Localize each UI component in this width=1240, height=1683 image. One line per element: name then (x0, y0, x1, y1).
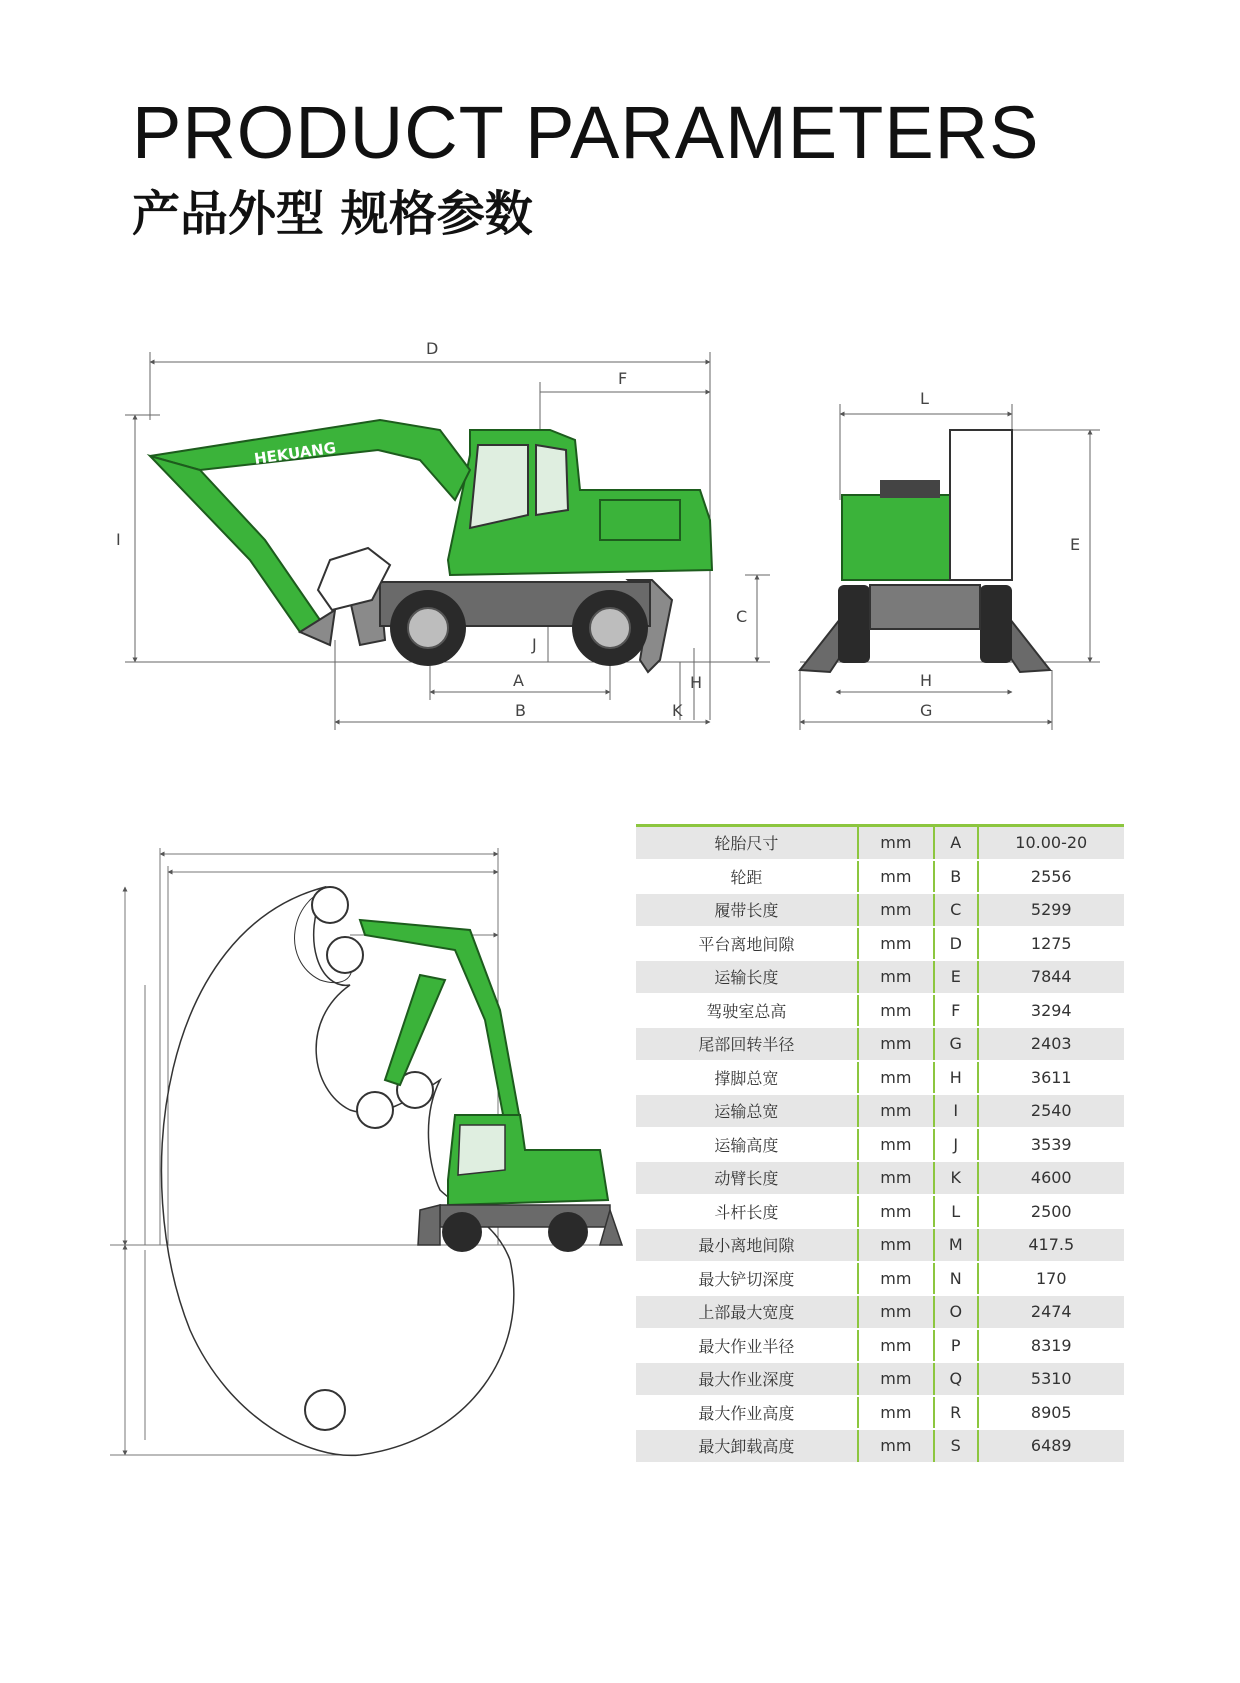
spec-row (636, 1027, 1124, 1061)
spec-code: E (934, 960, 978, 994)
spec-row (636, 1295, 1124, 1329)
spec-code: L (934, 1195, 978, 1229)
dim-label-b: B (515, 701, 526, 720)
spec-unit: mm (858, 1061, 934, 1095)
spec-name: 平台离地间隙 (636, 927, 858, 961)
spec-unit: mm (858, 1195, 934, 1229)
dim-label-e: E (1070, 535, 1081, 554)
spec-name: 最大作业高度 (636, 1396, 858, 1430)
spec-code: N (934, 1262, 978, 1296)
spec-name: 履带长度 (636, 893, 858, 927)
spec-code: K (934, 1161, 978, 1195)
spec-name: 最大作业半径 (636, 1329, 858, 1363)
spec-name: 动臂长度 (636, 1161, 858, 1195)
page-title-english: PRODUCT PARAMETERS (132, 91, 1040, 174)
dim-label-h-side: H (690, 673, 703, 692)
spec-row (636, 1094, 1124, 1128)
spec-code: R (934, 1396, 978, 1430)
spec-name: 轮距 (636, 860, 858, 894)
spec-name: 斗杆长度 (636, 1195, 858, 1229)
dim-label-g: G (920, 701, 933, 720)
spec-row (636, 826, 1124, 860)
spec-code: C (934, 893, 978, 927)
brand-text: HEKUANG (253, 438, 338, 468)
spec-value: 6489 (978, 1429, 1124, 1463)
spec-row (636, 994, 1124, 1028)
spec-name: 尾部回转半径 (636, 1027, 858, 1061)
spec-unit: mm (858, 960, 934, 994)
spec-unit: mm (858, 1228, 934, 1262)
spec-unit: mm (858, 1396, 934, 1430)
side-view-drawing (116, 339, 770, 730)
spec-unit: mm (858, 1329, 934, 1363)
dim-label-i: I (116, 530, 121, 549)
spec-code: G (934, 1027, 978, 1061)
spec-code: P (934, 1329, 978, 1363)
spec-table (636, 824, 1124, 1464)
dim-label-h: H (920, 671, 933, 690)
spec-name: 运输长度 (636, 960, 858, 994)
spec-value: 8319 (978, 1329, 1124, 1363)
dim-label-j: J (532, 635, 537, 654)
spec-unit: mm (858, 1094, 934, 1128)
spec-code: M (934, 1228, 978, 1262)
spec-code: J (934, 1128, 978, 1162)
spec-value: 5299 (978, 893, 1124, 927)
spec-value: 2500 (978, 1195, 1124, 1229)
spec-code: H (934, 1061, 978, 1095)
spec-name: 运输高度 (636, 1128, 858, 1162)
spec-value: 4600 (978, 1161, 1124, 1195)
spec-row (636, 927, 1124, 961)
spec-unit: mm (858, 994, 934, 1028)
spec-unit: mm (858, 1295, 934, 1329)
spec-value: 3539 (978, 1128, 1124, 1162)
spec-code: S (934, 1429, 978, 1463)
spec-value: 417.5 (978, 1228, 1124, 1262)
spec-row (636, 1061, 1124, 1095)
spec-value: 1275 (978, 927, 1124, 961)
spec-row (636, 1128, 1124, 1162)
spec-unit: mm (858, 1429, 934, 1463)
spec-name: 最大作业深度 (636, 1362, 858, 1396)
dim-label-k: K (672, 701, 683, 720)
spec-code: D (934, 927, 978, 961)
spec-code: A (934, 826, 978, 860)
spec-code: I (934, 1094, 978, 1128)
spec-code: Q (934, 1362, 978, 1396)
spec-row (636, 1429, 1124, 1463)
spec-value: 8905 (978, 1396, 1124, 1430)
spec-name: 轮胎尺寸 (636, 826, 858, 860)
spec-unit: mm (858, 1128, 934, 1162)
working-range-drawing (110, 848, 622, 1455)
spec-name: 驾驶室总高 (636, 994, 858, 1028)
spec-value: 170 (978, 1262, 1124, 1296)
spec-name: 最小离地间隙 (636, 1228, 858, 1262)
spec-value: 3611 (978, 1061, 1124, 1095)
spec-name: 最大卸载高度 (636, 1429, 858, 1463)
spec-row (636, 1329, 1124, 1363)
dim-label-c: C (736, 607, 748, 626)
spec-row (636, 1396, 1124, 1430)
spec-value: 7844 (978, 960, 1124, 994)
spec-name: 最大铲切深度 (636, 1262, 858, 1296)
spec-code: F (934, 994, 978, 1028)
dim-label-a: A (513, 671, 524, 690)
spec-unit: mm (858, 927, 934, 961)
spec-code: B (934, 860, 978, 894)
spec-unit: mm (858, 1161, 934, 1195)
spec-name: 撑脚总宽 (636, 1061, 858, 1095)
spec-row (636, 1228, 1124, 1262)
rear-view-drawing (800, 389, 1100, 730)
spec-value: 2540 (978, 1094, 1124, 1128)
spec-value: 2403 (978, 1027, 1124, 1061)
spec-row (636, 1195, 1124, 1229)
page-title-chinese: 产品外型 规格参数 (132, 186, 533, 242)
spec-unit: mm (858, 1027, 934, 1061)
spec-row (636, 1362, 1124, 1396)
spec-value: 5310 (978, 1362, 1124, 1396)
spec-unit: mm (858, 826, 934, 860)
spec-value: 2474 (978, 1295, 1124, 1329)
spec-unit: mm (858, 893, 934, 927)
spec-value: 10.00-20 (978, 826, 1124, 860)
spec-name: 上部最大宽度 (636, 1295, 858, 1329)
dim-label-l: L (920, 389, 929, 408)
spec-unit: mm (858, 860, 934, 894)
spec-unit: mm (858, 1362, 934, 1396)
spec-unit: mm (858, 1262, 934, 1296)
spec-row (636, 893, 1124, 927)
spec-value: 2556 (978, 860, 1124, 894)
spec-table-body (636, 826, 1124, 1463)
spec-row (636, 860, 1124, 894)
spec-row (636, 1161, 1124, 1195)
spec-name: 运输总宽 (636, 1094, 858, 1128)
spec-row (636, 960, 1124, 994)
spec-code: O (934, 1295, 978, 1329)
spec-value: 3294 (978, 994, 1124, 1028)
dim-label-d: D (426, 339, 439, 358)
spec-row (636, 1262, 1124, 1296)
dim-label-f: F (618, 369, 628, 388)
